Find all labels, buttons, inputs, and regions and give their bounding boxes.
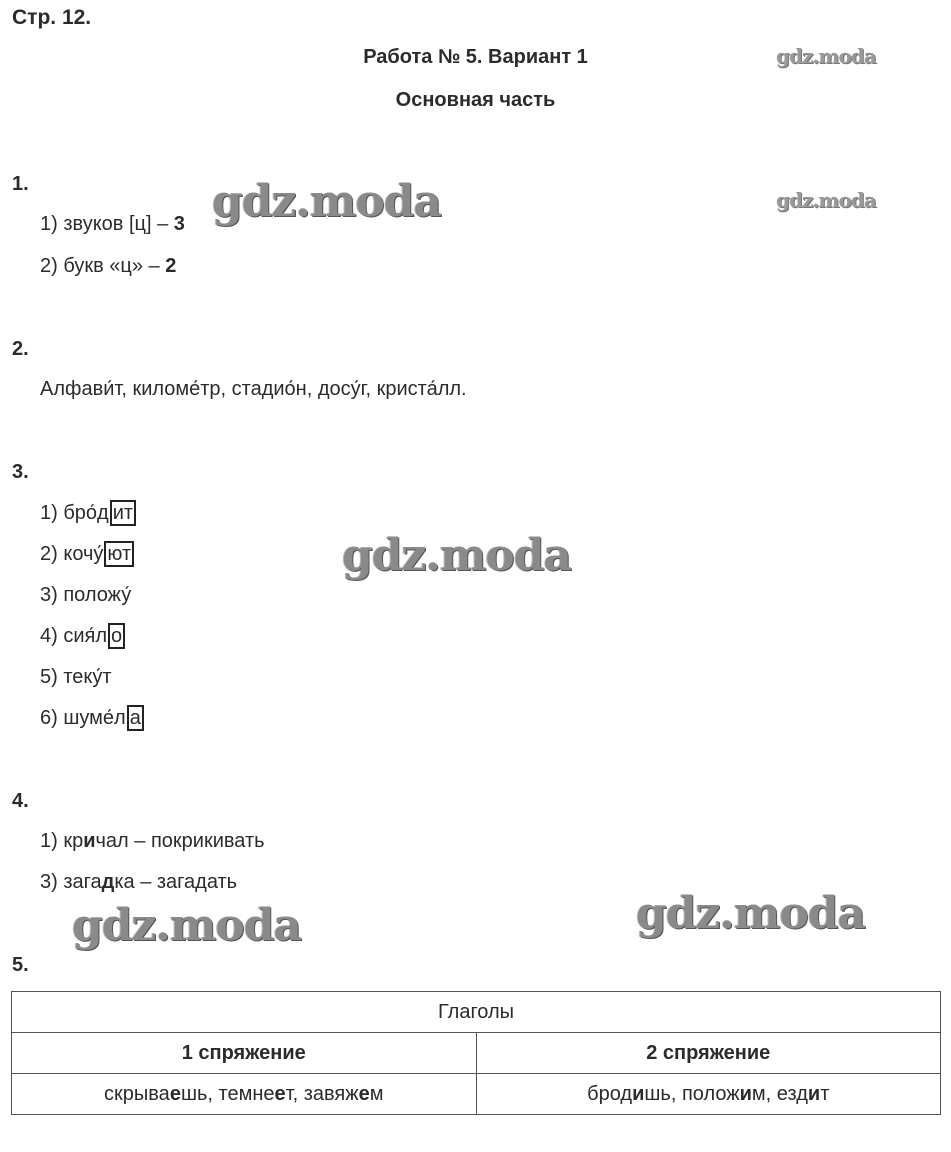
list-item	[40, 543, 134, 566]
answer-line	[40, 830, 265, 853]
answer-line	[40, 213, 185, 236]
word-part: 3) зага	[40, 871, 102, 893]
answer-value: 3	[173, 213, 185, 235]
word-part: 1) кр	[40, 830, 84, 852]
ending-box: а	[127, 705, 144, 731]
highlighted-letter: и	[83, 830, 96, 852]
answer-text: 1) звуков [ц] –	[40, 213, 174, 235]
page-number: Стр. 12.	[12, 6, 92, 29]
watermark-logo: gdz.moda	[776, 44, 876, 68]
word-part: чал – покрикивать	[95, 830, 265, 852]
table-cell: скрываешь, темнеет, завяжем	[12, 1074, 477, 1115]
list-item	[40, 707, 144, 730]
watermark-logo: gdz.moda	[212, 176, 442, 227]
question-number: 5.	[12, 954, 29, 976]
list-item	[40, 502, 136, 525]
list-item	[40, 584, 131, 607]
ending-box: ит	[110, 500, 136, 526]
ending-box: о	[108, 623, 125, 649]
word-part: ка – загадать	[114, 871, 238, 893]
table-title: Глаголы	[12, 992, 941, 1033]
watermark-logo: gdz.moda	[72, 900, 302, 951]
verbs-table	[11, 991, 941, 1115]
word-stem: 6) шуме́л	[40, 707, 126, 729]
word-stem: 3) положу́	[40, 584, 132, 606]
watermark-logo: gdz.moda	[636, 888, 866, 939]
highlighted-letter: д	[101, 871, 115, 893]
watermark-logo: gdz.moda	[776, 188, 876, 212]
list-item	[40, 666, 112, 689]
watermark-logo: gdz.moda	[342, 530, 572, 581]
section-title: Основная часть	[395, 89, 556, 111]
table-cell: бродишь, положим, ездит	[476, 1074, 941, 1115]
word-stem: 4) сия́л	[40, 625, 108, 647]
question-number: 4.	[12, 790, 29, 812]
column-header-2: 2 спряжение	[476, 1033, 941, 1074]
column-header-1: 1 спряжение	[12, 1033, 477, 1074]
question-number: 3.	[12, 461, 29, 483]
work-title: Работа № 5. Вариант 1	[363, 46, 588, 68]
word-stem: 1) бро́д	[40, 502, 109, 524]
question-number: 1.	[12, 173, 29, 195]
word-stem: 5) теку́т	[40, 666, 112, 688]
answer-text: 2) букв «ц» –	[40, 255, 166, 277]
word-stem: 2) кочу́	[40, 543, 104, 565]
list-item	[40, 625, 125, 648]
answer-value: 2	[165, 255, 177, 277]
ending-box: ют	[104, 541, 134, 567]
answer-line: Алфави́т, киломе́тр, стадио́н, досу́г, криста́лл.	[40, 378, 467, 400]
question-number: 2.	[12, 338, 29, 360]
answer-line	[40, 255, 176, 278]
answer-line	[40, 871, 237, 894]
